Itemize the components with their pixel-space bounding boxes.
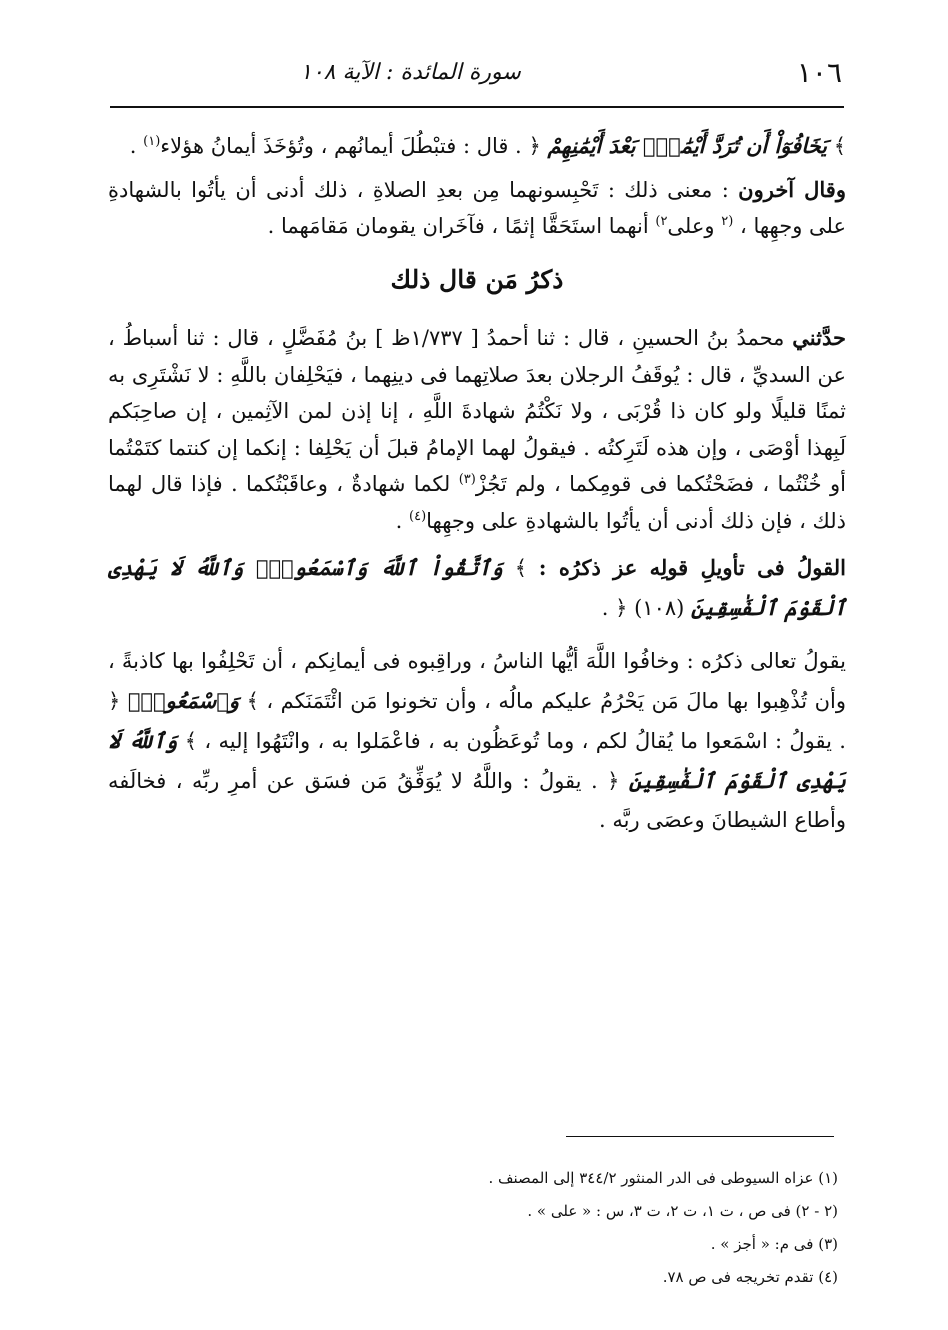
quote-bracket-close: ﴿	[108, 688, 121, 713]
paragraph-3	[108, 320, 846, 540]
footnote-3: (٣) فى م: « أجز » .	[710, 1235, 838, 1253]
footnotes	[108, 1162, 838, 1294]
paragraph-end: .	[129, 134, 137, 158]
paragraph-1	[108, 128, 846, 164]
quran-quote: وَٱتَّقُواْ ٱللَّهَ وَٱسْمَعُواْۗ وَٱللَّهُ لَا يَهْدِى ٱلْقَوْمَ ٱلْفَٰسِقِينَ	[108, 554, 846, 620]
paragraph-text: . يقولُ : واللَّهُ لا يُوَفِّقُ مَن فسَق عن أمرِ ربِّه ، فخالَفه وأطاع الشيطانَ وعصَى ربَّه .	[108, 768, 846, 832]
quote-bracket-open: ﴾	[246, 688, 259, 713]
footnote-ref-close: ٢)	[655, 214, 668, 229]
paragraph-4	[108, 548, 846, 628]
paragraph-text: : معنى ذلك : تَحْبِسونهما مِن بعدِ الصلاةِ ، ذلك أدنى أن يأتُوا بالشهادةِ على وجهِها ،	[108, 178, 846, 238]
quote-bracket-close: ﴿	[615, 595, 628, 620]
quote-bracket-open: ﴾	[833, 134, 846, 158]
quote-bracket-open: ﴾	[514, 555, 528, 580]
quote-bracket-open: ﴾	[184, 728, 198, 753]
paragraph-text: محمدُ بنُ الحسينِ ، قال : ثنا أحمدُ [ ١/٧٣٧ظ ] بنُ مُفَضَّلٍ ، قال : ثنا أسباطُ ، عن السديِّ ، قال : يُوقَفُ الرجلان بعدَ صلاتِهما فى دينِهما ، فيَحْلِفان باللَّهِ : لا نَشْتَرِى به ثمنًا قليلًا ولو كان ذا قُرْبَى ، ولا نَكْتُمُ شهادةَ اللَّهِ ، إنا إذن لمن الآثِمين ، إن صاحِبَكم لَبِهذا أوْصَى ، وإن هذه لَتَرِكتُه . فيقولُ لهما الإمامُ قبلَ أن يَحْلِفا : إنكما إن كنتما كتَمْتُما أو خُنْتُما ، فضَحْتُكما فى قومِكما ، ولم تَجُزْ	[108, 326, 846, 497]
footnote-4: (٤) تقدم تخريجه فى ص ٧٨.	[662, 1268, 838, 1286]
paragraph-end: .	[601, 595, 609, 620]
paragraph-lead: حدَّثني	[792, 325, 846, 350]
main-text	[108, 128, 846, 840]
paragraph-text: أنهما استَحَقَّا إثمًا ، فآخَران يقومان مَقامَهما .	[267, 214, 649, 238]
section-heading: ذكرُ مَن قال ذلك	[390, 265, 564, 294]
header-rule	[110, 106, 844, 108]
page-header	[110, 52, 842, 92]
paragraph-5	[108, 642, 846, 840]
footnote-2: (٢ - ٢) فى ص ، ت ١، ت ٢، ت ٣، س : « على » .	[527, 1202, 838, 1220]
footnote-ref: (٣)	[458, 472, 476, 488]
verse-number: (١٠٨)	[634, 595, 685, 620]
quran-quote: وَٱسْمَعُواْۗ	[127, 687, 240, 713]
quran-quote: يَخَافُوٓاْ أَن تُرَدَّ أَيْمَٰنُۢ بَعْدَ أَيْمَٰنِهِمْ	[547, 133, 827, 158]
footnote-rule	[566, 1136, 834, 1137]
footnote-ref-open: (٢	[721, 214, 734, 229]
paragraph-text: لكما شهادةٌ ، وعاقَبْتُكما . فإذا قال لهما ذلك ، فإن ذلك أدنى أن يأتُوا بالشهادةِ على وجهِها	[108, 472, 846, 533]
paragraph-text: . يقولُ : اسْمَعوا ما يُقالُ لكم ، وما تُوعَظُون به ، فاعْمَلوا به ، وانْتَهُوا إليه ،	[204, 728, 846, 753]
paragraph-2	[108, 172, 846, 244]
paragraph-text: . قال : فتبْطُلَ أيمانُهم ، وتُؤخَذَ أيمانُ هؤلاء	[160, 134, 522, 158]
page-number: ١٠٦	[796, 55, 842, 89]
paragraph-text: يقولُ تعالى ذكرُه : وخافُوا اللَّهَ أيُّها الناسُ ، وراقِبوه فى أيمانِكم ، أن تَحْلِفُوا بها كاذبةً ، وأن تُذْهِبوا بها مالَ مَن يَحْرُمُ عليكم مالُه ، وأن تخونوا مَن ائْتَمَنَكم ،	[108, 648, 846, 713]
footnote-ref: (١)	[143, 134, 161, 149]
paragraph-lead: وقال آخرون	[738, 177, 846, 202]
quote-bracket-close: ﴿	[607, 768, 620, 793]
paragraph-end: .	[395, 508, 403, 533]
running-title: سورة المائدة : الآية ١٠٨	[300, 59, 521, 85]
quran-quote: وَٱللَّهُ لَا يَهْدِى ٱلْقَوْمَ ٱلْفَٰسِقِينَ	[108, 727, 846, 793]
footnote-ref: (٤)	[409, 508, 427, 524]
footnote-1: (١) عزاه السيوطى فى الدر المنثور ٣٤٤/٢ إلى المصنف .	[488, 1169, 838, 1187]
paragraph-text: وعلى	[667, 214, 715, 238]
paragraph-lead: القولُ فى تأويلِ قولِه عز ذكرُه :	[538, 554, 846, 580]
quote-bracket-close: ﴿	[528, 134, 541, 158]
